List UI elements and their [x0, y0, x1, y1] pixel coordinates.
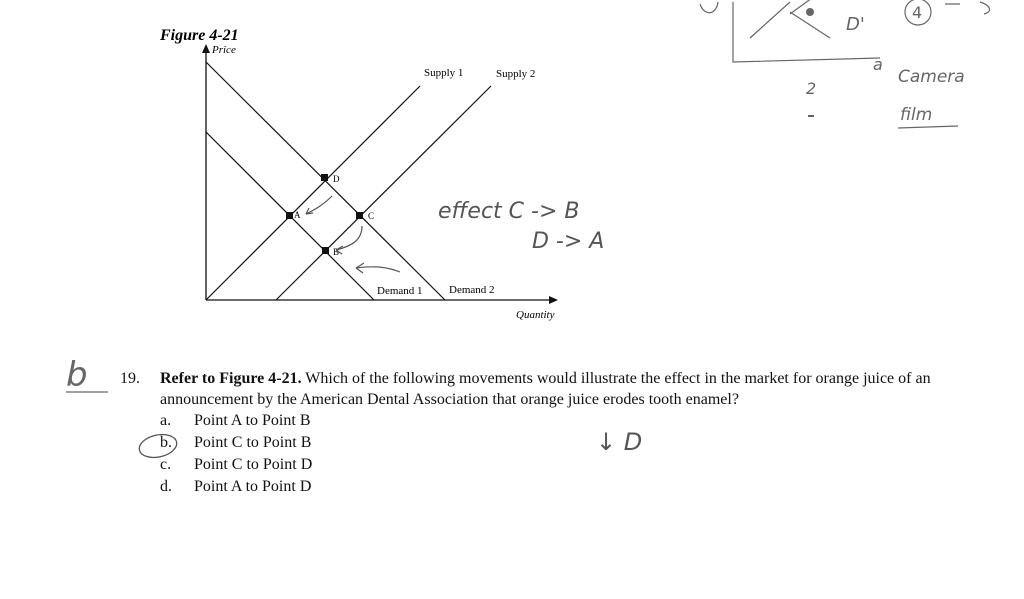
corner-circle-number: 4 [912, 3, 923, 22]
corner-word-film: film [900, 105, 933, 125]
point-b-marker [322, 247, 329, 254]
option-letter: c. [160, 456, 172, 473]
question-block [120, 368, 1000, 498]
hand-arrow-demand [356, 267, 400, 272]
corner-sketch-dot [806, 8, 814, 16]
option-text: Point C to Point B [194, 434, 312, 451]
options-list [160, 410, 1000, 498]
corner-sketch-mark [700, 2, 718, 13]
question-number: 19. [120, 370, 140, 387]
supply-1-label: Supply 1 [424, 67, 464, 79]
option-text: Point A to Point D [194, 478, 312, 495]
question-text [160, 368, 980, 410]
point-a-label: A [294, 210, 301, 220]
demand-1-label: Demand 1 [377, 285, 423, 297]
corner-option: a [873, 55, 883, 74]
option-b[interactable] [160, 432, 1000, 454]
question-ref: Refer to Figure 4-21. [160, 370, 302, 387]
point-c-marker [356, 212, 363, 219]
hand-note-effect: effect C -> B [438, 199, 580, 224]
option-letter: a. [160, 412, 172, 429]
point-a-marker [286, 212, 293, 219]
option-text: Point A to Point B [194, 412, 311, 429]
corner-word-camera: Camera [898, 67, 965, 87]
question-body: Which of the following movements would illustrate the effect in the market for orange juice of an announcement by the American Dental Association that orange juice erodes tooth enamel? [160, 370, 931, 408]
hand-note-d-to-a: D -> A [532, 229, 605, 254]
x-axis-label: Quantity [516, 309, 555, 321]
corner-scribble [945, 2, 990, 14]
option-text: Point C to Point D [194, 456, 313, 473]
y-axis-arrow [202, 44, 210, 53]
hand-arrow-d-to-a [306, 196, 332, 214]
option-d[interactable] [160, 476, 1000, 498]
option-c[interactable] [160, 454, 1000, 476]
corner-sketch-lines [750, 0, 830, 38]
hand-arrow-c-to-b [336, 226, 362, 250]
question-stem [120, 368, 1000, 410]
y-axis-label: Price [212, 44, 236, 56]
point-d-label: D [333, 174, 340, 184]
hand-answer-mark: b [66, 355, 88, 395]
demand-2-label: Demand 2 [449, 284, 495, 296]
point-c-label: C [368, 211, 375, 221]
point-d-marker [321, 174, 328, 181]
x-axis-arrow [549, 296, 558, 304]
point-b-label: B [333, 247, 340, 257]
option-a[interactable] [160, 410, 1000, 432]
supply-2-label: Supply 2 [496, 68, 536, 80]
figure-title: Figure 4-21 [160, 27, 239, 44]
hand-note-demand-down: ↓ D [596, 428, 643, 456]
corner-number: 2 [806, 79, 817, 98]
corner-underline [898, 126, 958, 128]
option-letter: b. [160, 434, 172, 451]
option-letter: d. [160, 478, 172, 495]
corner-label-dprime: D' [846, 14, 865, 35]
